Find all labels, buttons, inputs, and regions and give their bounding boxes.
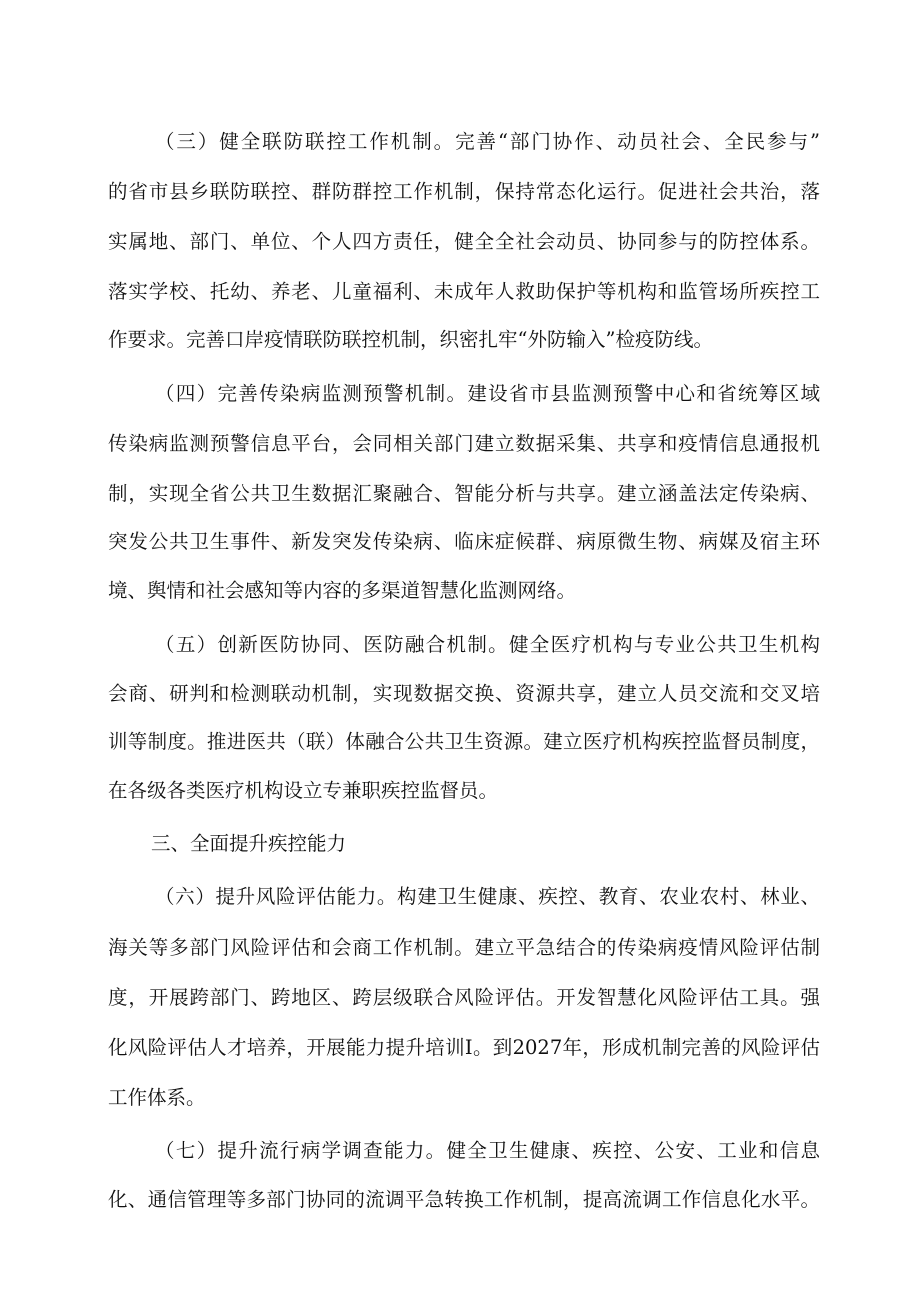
paragraph-2-line-1: （四）完善传染病监测预警机制。建设省市县监测预警中心和省统筹区域	[155, 382, 820, 405]
paragraph-5-line-2: 化、通信管理等多部门协同的流调平急转换工作机制，提高流调工作信息化水平。	[108, 1188, 820, 1211]
paragraph-4-line-5: 工作体系。	[108, 1086, 206, 1109]
paragraph-2-line-2: 传染病监测预警信息平台，会同相关部门建立数据采集、共享和疫情信息通报机	[108, 432, 820, 455]
paragraph-4-line-2: 海关等多部门风险评估和会商工作机制。建立平急结合的传染病疫情风险评估制	[108, 936, 820, 959]
paragraph-3-line-2: 会商、研判和检测联动机制，实现数据交换、资源共享，建立人员交流和交叉培	[108, 682, 820, 705]
paragraph-4-line-1: （六）提升风险评估能力。构建卫生健康、疾控、教育、农业农村、林业、	[155, 885, 820, 908]
paragraph-3-line-4: 在各级各类医疗机构设立专兼职疾控监督员。	[108, 779, 499, 802]
section-heading: 三、全面提升疾控能力	[151, 832, 347, 855]
paragraph-1-line-2: 的省市县乡联防联控、群防群控工作机制，保持常态化运行。促进社会共治，落	[108, 180, 820, 203]
paragraph-1-line-1: （三）健全联防联控工作机制。完善“部门协作、动员社会、全民参与”	[155, 130, 820, 153]
paragraph-4-line-3: 度，开展跨部门、跨地区、跨层级联合风险评估。开发智慧化风险评估工具。强	[108, 986, 820, 1009]
paragraph-5-line-1: （七）提升流行病学调查能力。健全卫生健康、疾控、公安、工业和信息	[155, 1139, 820, 1162]
paragraph-2-line-4: 突发公共卫生事件、新发突发传染病、临床症候群、病原微生物、病媒及宿主环	[108, 530, 820, 553]
paragraph-3-line-3: 训等制度。推进医共（联）体融合公共卫生资源。建立医疗机构疾控监督员制度，	[108, 730, 820, 753]
paragraph-2-line-5: 境、舆情和社会感知等内容的多渠道智慧化监测网络。	[108, 579, 577, 602]
paragraph-1-line-3: 实属地、部门、单位、个人四方责任，健全全社会动员、协同参与的防控体系。	[108, 230, 820, 253]
paragraph-4-line-4: 化风险评估人才培养，开展能力提升培训I。到2027年，形成机制完善的风险评估	[108, 1036, 820, 1059]
paragraph-1-line-5: 作要求。完善口岸疫情联防联控机制，织密扎牢“外防输入”检疫防线。	[108, 328, 713, 351]
paragraph-1-line-4: 落实学校、托幼、养老、儿童福利、未成年人救助保护等机构和监管场所疾控工	[108, 280, 820, 303]
paragraph-2-line-3: 制，实现全省公共卫生数据汇聚融合、智能分析与共享。建立涵盖法定传染病、	[108, 482, 820, 505]
paragraph-3-line-1: （五）创新医防协同、医防融合机制。健全医疗机构与专业公共卫生机构	[155, 633, 820, 656]
